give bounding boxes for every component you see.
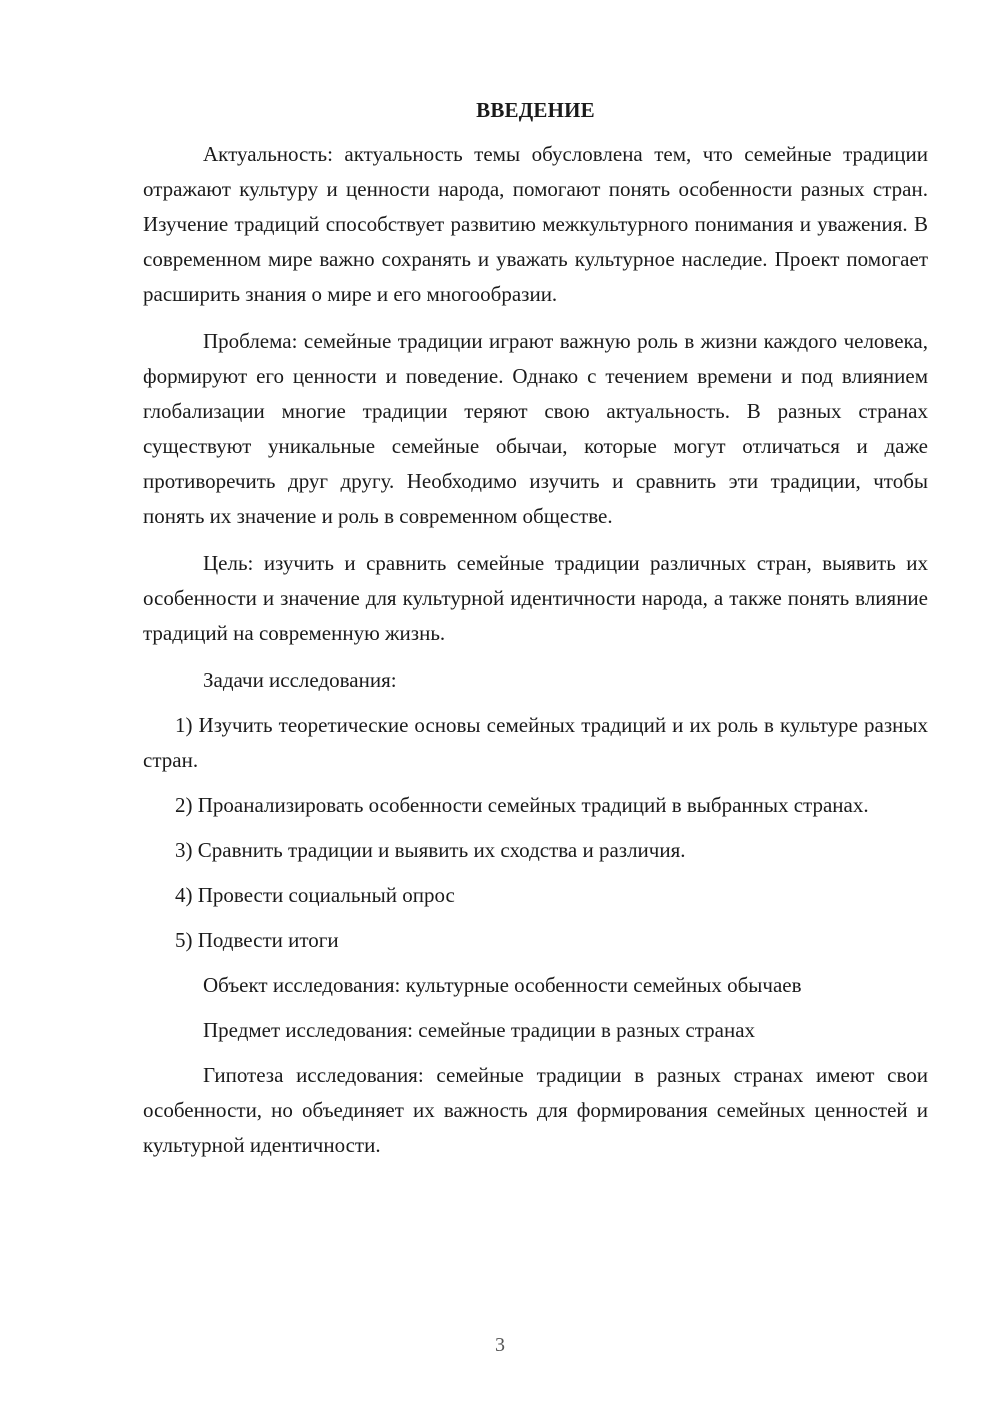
research-subject-paragraph: Предмет исследования: семейные традиции в разных странах — [203, 1018, 756, 1042]
task-item: 1) Изучить теоретические основы семейных традиций и их роль в культуре разных стран. — [143, 713, 928, 772]
task-item: 4) Провести социальный опрос — [175, 883, 455, 907]
page-content — [143, 97, 928, 1163]
page-number: 3 — [495, 1334, 505, 1356]
hypothesis-paragraph: Гипотеза исследования: семейные традиции в разных странах имеют свои особенности, но объединяет их важность для формирования семейных ценностей и культурной идентичности. — [143, 1063, 928, 1157]
task-item: 3) Сравнить традиции и выявить их сходства и различия. — [175, 838, 686, 862]
page-title: ВВЕДЕНИЕ — [476, 98, 595, 122]
problem-paragraph: Проблема: семейные традиции играют важную роль в жизни каждого человека, формируют его ценности и поведение. Однако с течением времени и под влиянием глобализации многие традиции теряют свою актуальность. В разных странах существуют уникальные семейные обычаи, которые могут отличаться и даже противоречить друг другу. Необходимо изучить и сравнить эти традиции, чтобы понять их значение и роль в современном обществе. — [143, 329, 928, 528]
task-item: 5) Подвести итоги — [175, 928, 339, 952]
relevance-paragraph: Актуальность: актуальность темы обусловлена тем, что семейные традиции отражают культуру и ценности народа, помогают понять особенности разных стран. Изучение традиций способствует развитию межкультурного понимания и уважения. В современном мире важно сохранять и уважать культурное наследие. Проект помогает расширить знания о мире и его многообразии. — [143, 142, 928, 306]
task-item: 2) Проанализировать особенности семейных традиций в выбранных странах. — [175, 793, 869, 817]
goal-paragraph: Цель: изучить и сравнить семейные традиции различных стран, выявить их особенности и значение для культурной идентичности народа, а также понять влияние традиций на современную жизнь. — [143, 551, 928, 645]
tasks-heading: Задачи исследования: — [203, 668, 397, 692]
research-object-paragraph: Объект исследования: культурные особенности семейных обычаев — [203, 973, 802, 997]
